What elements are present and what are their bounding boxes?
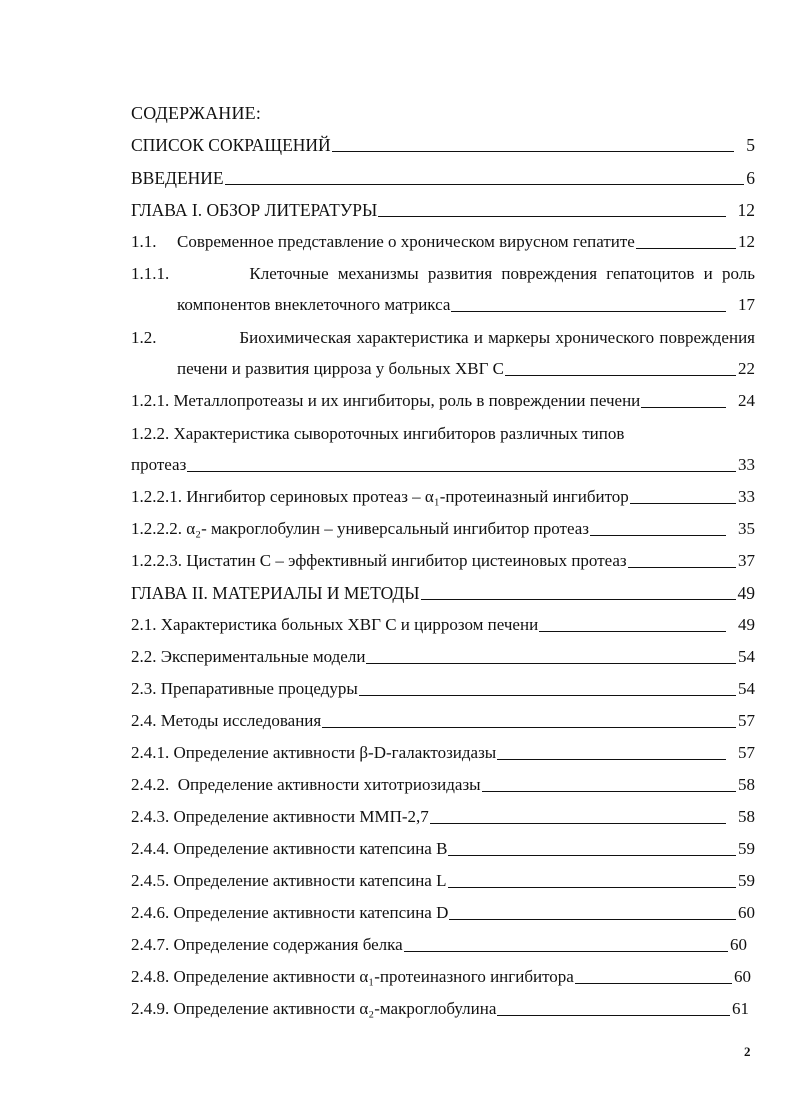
toc-entry-page: 33	[738, 487, 755, 506]
toc-entry-text: Металлопротеазы и их ингибиторы, роль в повреждении печени	[173, 391, 641, 410]
toc-entry[interactable]	[131, 772, 755, 796]
toc-entry-label: 2.2. Экспериментальные модели	[131, 647, 366, 666]
toc-entry-label: 1.2.2.2. α₂- макроглобулин – универсальный ингибитор протеаз	[131, 519, 589, 538]
toc-entry[interactable]	[131, 676, 755, 700]
leader-line	[359, 694, 736, 696]
toc-entry[interactable]	[131, 229, 755, 253]
toc-entry[interactable]	[131, 740, 755, 764]
toc-entry-page: 5	[746, 135, 755, 155]
leader-line	[332, 150, 735, 152]
toc-entry[interactable]	[131, 165, 755, 189]
toc-entry-page: 60	[734, 967, 751, 986]
leader-line	[590, 534, 726, 536]
toc-entry-page: 59	[738, 871, 755, 890]
toc-entry-number: 1.2.	[131, 328, 157, 347]
toc-entry-page: 59	[738, 839, 755, 858]
toc-entry-page: 49	[737, 583, 755, 603]
toc-entry-label: 2.4.9. Определение активности α₂-макроглобулина	[131, 999, 497, 1018]
toc-entry-page: 33	[738, 455, 755, 474]
toc-entry-page: 12	[738, 232, 755, 251]
toc-entry-line1[interactable]	[131, 325, 755, 349]
leader-line	[448, 854, 736, 856]
toc-entry-text-line1: Характеристика сывороточных ингибиторов различных типов	[173, 424, 625, 443]
leader-line	[505, 374, 736, 376]
toc-entry-text-line1: Клеточные механизмы развития повреждения гепатоцитов и роль	[249, 264, 755, 283]
toc-entry-label: 2.4.3. Определение активности ММП-2,7	[131, 807, 429, 826]
toc-entry-label	[131, 231, 635, 253]
toc-entry-line2[interactable]	[177, 356, 755, 380]
toc-entry-page: 54	[738, 647, 755, 666]
leader-line	[322, 726, 736, 728]
leader-line	[430, 822, 726, 824]
toc-entry[interactable]	[131, 708, 755, 732]
leader-line	[575, 982, 732, 984]
toc-entry-text-line1: Биохимическая характеристика и маркеры хронического повреждения	[239, 328, 755, 347]
leader-line	[378, 215, 725, 217]
toc-entry-label: 2.4.2. Определение активности хитотриозидазы	[131, 775, 481, 794]
toc-entry[interactable]	[131, 388, 755, 412]
toc-entry-label: 2.4.4. Определение активности катепсина В	[131, 839, 448, 858]
leader-line	[482, 790, 736, 792]
toc-entry-page: 17	[738, 295, 755, 314]
toc-entry-number: 1.2.2.	[131, 424, 170, 443]
toc-entry-text: Современное представление о хроническом вирусном гепатите	[177, 232, 635, 251]
toc-entry[interactable]	[131, 197, 755, 221]
toc-entry-label: 2.4.7. Определение содержания белка	[131, 935, 403, 954]
toc-entry[interactable]	[131, 900, 755, 924]
toc-entry-label: 2.4.5. Определение активности катепсина L	[131, 871, 447, 890]
leader-line	[497, 1014, 730, 1016]
toc-entry[interactable]	[131, 516, 755, 540]
toc-entry-page: 22	[738, 359, 755, 378]
leader-line	[630, 502, 736, 504]
toc-entry-label: 1.2.2.3. Цистатин С – эффективный ингибитор цистеиновых протеаз	[131, 551, 627, 570]
toc-entry[interactable]	[131, 132, 755, 156]
toc-entry-line2[interactable]	[177, 292, 755, 316]
toc-entry-line1[interactable]	[131, 261, 755, 285]
toc-entry-text-line2: компонентов внеклеточного матрикса	[177, 295, 451, 314]
leader-line	[449, 918, 736, 920]
leader-line	[539, 630, 726, 632]
leader-line	[628, 566, 736, 568]
toc-entry[interactable]	[131, 612, 755, 636]
toc-entry[interactable]	[131, 868, 755, 892]
toc-entry[interactable]	[131, 932, 747, 956]
toc-entry-page: 58	[738, 807, 755, 826]
leader-line	[448, 886, 737, 888]
toc-entry-page: 6	[746, 168, 755, 188]
toc-entry-label: 1.2.2.1. Ингибитор сериновых протеаз – α₁-протеиназный ингибитор	[131, 487, 629, 506]
toc-entry-page: 12	[737, 200, 755, 220]
toc-entry-label: ГЛАВА I. ОБЗОР ЛИТЕРАТУРЫ	[131, 200, 378, 220]
toc-entry[interactable]	[131, 836, 755, 860]
leader-line	[404, 950, 728, 952]
page-number: 2	[744, 1044, 751, 1059]
leader-line	[187, 470, 736, 472]
toc-entry-page: 37	[738, 551, 755, 570]
leader-line	[497, 758, 726, 760]
toc-entry-label: 2.4.1. Определение активности β-D-галактозидазы	[131, 743, 497, 762]
leader-line	[636, 247, 736, 249]
toc-entry-number: 1.2.1.	[131, 391, 170, 410]
toc-entry-page: 60	[730, 935, 747, 954]
toc-entry-page: 49	[738, 615, 755, 634]
toc-entry-number: 1.1.	[131, 232, 157, 251]
toc-entry-text-line2: протеаз	[131, 455, 187, 474]
toc-entry-label: 2.4. Методы исследования	[131, 711, 322, 730]
toc-entry-page: 61	[732, 999, 749, 1018]
leader-line	[641, 406, 726, 408]
leader-line	[366, 662, 736, 664]
toc-entry-label	[131, 423, 624, 445]
toc-entry[interactable]	[131, 644, 755, 668]
toc-entry-label: 2.4.8. Определение активности α₁-протеиназного ингибитора	[131, 967, 574, 986]
toc-entry-page: 35	[738, 519, 755, 538]
toc-entry[interactable]	[131, 484, 755, 508]
toc-entry-label: 2.1. Характеристика больных ХВГ С и циррозом печени	[131, 615, 539, 634]
leader-line	[225, 183, 745, 185]
toc-entry-page: 58	[738, 775, 755, 794]
toc-entry-label	[131, 390, 640, 412]
leader-line	[451, 310, 726, 312]
toc-entry[interactable]	[131, 996, 749, 1020]
toc-entry-line1[interactable]	[131, 421, 755, 445]
toc-entry-page: 57	[738, 743, 755, 762]
toc-entry-line2[interactable]	[131, 452, 755, 476]
toc-entry-label: 2.4.6. Определение активности катепсина D	[131, 903, 449, 922]
toc-entry[interactable]	[131, 964, 751, 988]
toc-entry-label: ГЛАВА II. МАТЕРИАЛЫ И МЕТОДЫ	[131, 583, 420, 603]
toc-entry-label: СПИСОК СОКРАЩЕНИЙ	[131, 135, 331, 155]
toc-entry-page: 54	[738, 679, 755, 698]
toc-entry[interactable]	[131, 548, 755, 572]
toc-entry[interactable]	[131, 580, 755, 604]
toc-entry-text-line2: печени и развития цирроза у больных ХВГ С	[177, 359, 505, 378]
toc-title: СОДЕРЖАНИЕ:	[131, 103, 262, 123]
toc-entry[interactable]	[131, 804, 755, 828]
toc-entry-label: ВВЕДЕНИЕ	[131, 168, 224, 188]
toc-entry-page: 24	[738, 391, 755, 410]
toc-entry-page: 60	[738, 903, 755, 922]
toc-entry-number: 1.1.1.	[131, 264, 170, 283]
leader-line	[421, 598, 736, 600]
toc-entry-label: 2.3. Препаративные процедуры	[131, 679, 358, 698]
toc-entry-page: 57	[738, 711, 755, 730]
